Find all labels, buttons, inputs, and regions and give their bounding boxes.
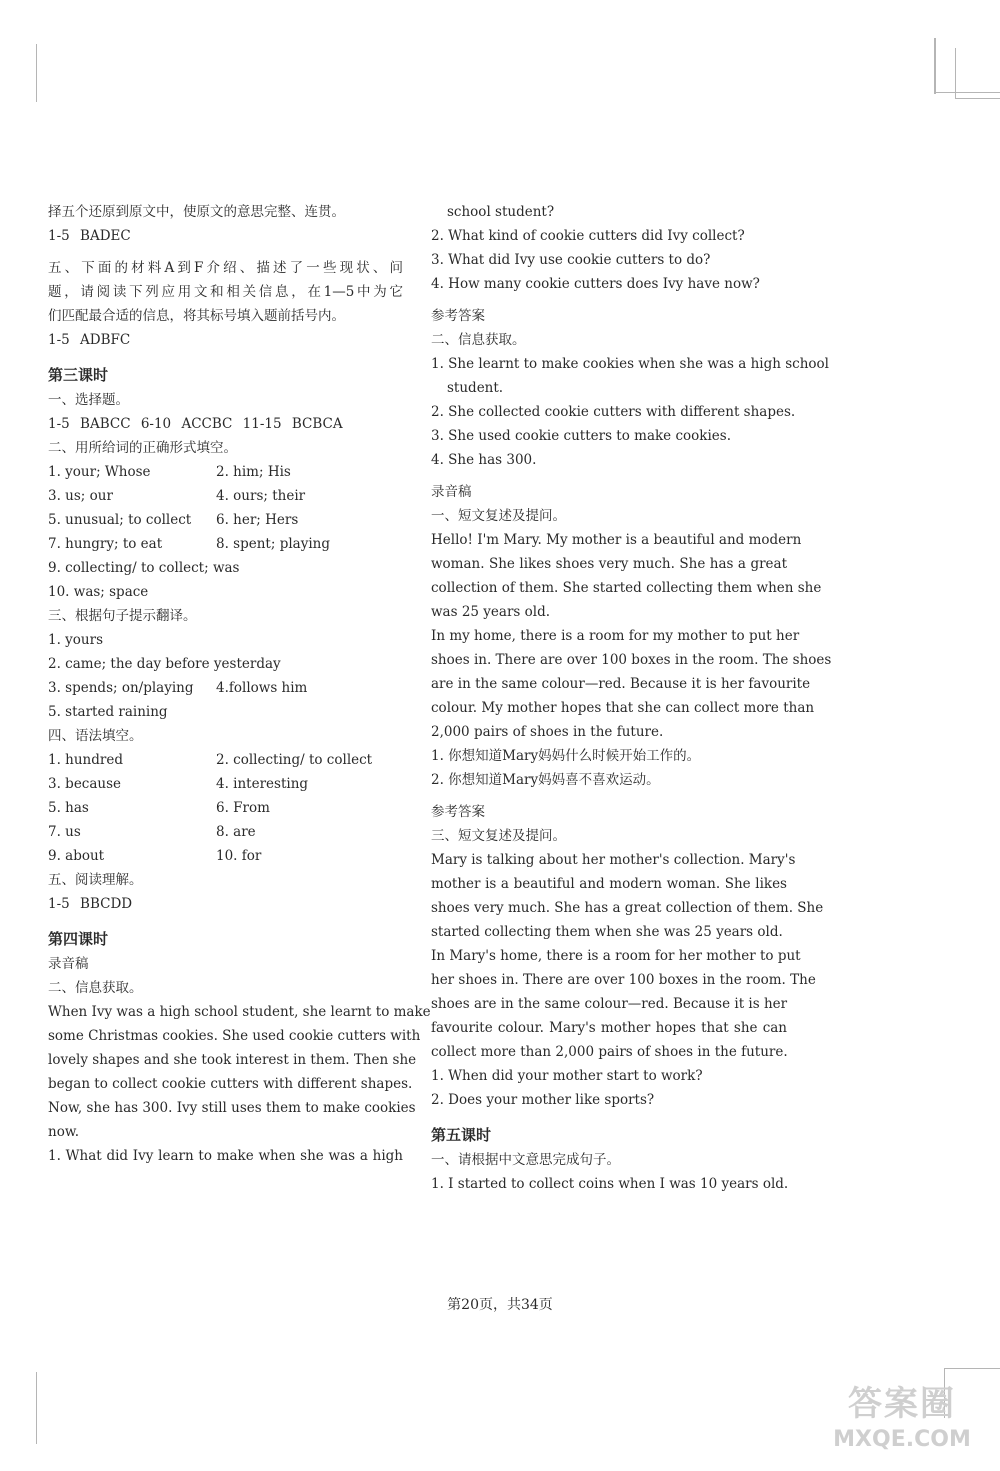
answer-pair-row — [48, 844, 403, 868]
spacer — [431, 472, 787, 480]
answer-pair-row — [48, 820, 403, 844]
text-line: 二、用所给词的正确形式填空。 — [48, 440, 237, 456]
text-line: collect more than 2,000 pairs of shoes in the future. — [431, 1044, 788, 1060]
answer-item: 7. us — [48, 824, 81, 840]
answer-pair-row — [48, 460, 403, 484]
answer-item: 4. interesting — [216, 776, 309, 792]
text-line: favourite colour. Mary's mother hopes that she can — [431, 1020, 787, 1036]
text-line: 三、根据句子提示翻译。 — [48, 608, 197, 624]
answer-item: 3. because — [48, 776, 122, 792]
text-line: 9. collecting/ to collect; was — [48, 560, 240, 576]
text-line: now. — [48, 1124, 80, 1140]
text-line: 四、语法填空。 — [48, 728, 143, 744]
text-line: 2. What kind of cookie cutters did Ivy collect? — [431, 228, 745, 244]
crop-mark-top-right-horizontal-1 — [934, 92, 1000, 93]
text-line: 2. 你想知道Mary妈妈喜不喜欢运动。 — [431, 772, 660, 788]
text-line: colour. My mother hopes that she can collect more than — [431, 700, 815, 716]
spacer — [431, 296, 787, 304]
text-line: mother is a beautiful and modern woman. She likes — [431, 876, 787, 892]
crop-mark-top-right-vertical-1 — [934, 38, 936, 94]
text-line: In my home, there is a room for my mother to put her — [431, 628, 800, 644]
text-line: shoes in. There are over 100 boxes in the room. The shoes — [431, 652, 832, 668]
text-line: school student? — [447, 204, 555, 220]
answer-line: 1-5 BADEC — [48, 228, 131, 244]
text-line: 3. She used cookie cutters to make cookies. — [431, 428, 731, 444]
answer-item: 4.follows him — [216, 680, 308, 696]
text-line: 五、下面的材料A到F介绍、描述了一些现状、问 — [48, 260, 403, 276]
text-line: lovely shapes and she took interest in them. Then she — [48, 1052, 417, 1068]
text-line: 一、短文复述及提问。 — [431, 508, 566, 524]
answer-item: 2. him; His — [216, 464, 291, 480]
text-line: 2. Does your mother like sports? — [431, 1092, 655, 1108]
text-line: some Christmas cookies. She used cookie cutters with — [48, 1028, 421, 1044]
text-line: 1. When did your mother start to work? — [431, 1068, 703, 1084]
text-line: 4. How many cookie cutters does Ivy have now? — [431, 276, 760, 292]
text-line: 1. She learnt to make cookies when she was a high school — [431, 356, 829, 372]
text-line: Mary is talking about her mother's collection. Mary's — [431, 852, 796, 868]
answer-item: 6. From — [216, 800, 270, 816]
text-line: started collecting them when she was 25 years old. — [431, 924, 783, 940]
answer-pair-row — [48, 484, 403, 508]
lesson-heading: 第五课时 — [431, 1126, 492, 1144]
answer-pair-row — [48, 772, 403, 796]
text-line: 1. I started to collect coins when I was 10 years old. — [431, 1176, 789, 1192]
text-line: 参考答案 — [431, 308, 485, 324]
binding-line-top-left — [36, 44, 37, 102]
answer-pair-row — [48, 676, 403, 700]
text-line: 二、信息获取。 — [48, 980, 143, 996]
text-line: 2,000 pairs of shoes in the future. — [431, 724, 664, 740]
text-line: 10. was; space — [48, 584, 149, 600]
answer-line: 1-5 BBCDD — [48, 896, 133, 912]
text-line: was 25 years old. — [431, 604, 551, 620]
answer-item: 8. spent; playing — [216, 536, 330, 552]
text-line: 一、选择题。 — [48, 392, 129, 408]
answer-item: 10. for — [216, 848, 262, 864]
text-line: are in the same colour—red. Because it is her favourite — [431, 676, 811, 692]
answer-item: 3. us; our — [48, 488, 113, 504]
answer-item: 6. her; Hers — [216, 512, 299, 528]
text-line: her shoes in. There are over 100 boxes in the room. The — [431, 972, 816, 988]
answer-item: 5. has — [48, 800, 89, 816]
crop-mark-bottom-right-horizontal — [944, 1368, 1000, 1369]
answer-pair-row — [48, 748, 403, 772]
text-line: 一、请根据中文意思完成句子。 — [431, 1152, 620, 1168]
watermark-chinese-text: 答案圈 — [848, 1384, 956, 1424]
text-line: woman. She likes shoes very much. She has a great — [431, 556, 787, 572]
answer-pair-row — [48, 532, 403, 556]
text-line: 录音稿 — [48, 956, 89, 972]
text-line: 1. 你想知道Mary妈妈什么时候开始工作的。 — [431, 748, 701, 764]
answer-pair-row — [48, 508, 403, 532]
right-column — [431, 200, 832, 1196]
text-line: 们匹配最合适的信息，将其标号填入题前括号内。 — [48, 308, 345, 324]
answer-item: 2. collecting/ to collect — [216, 752, 373, 768]
text-line: shoes very much. She has a great collection of them. She — [431, 900, 824, 916]
text-line: When Ivy was a high school student, she learnt to make — [48, 1004, 431, 1020]
text-line: 1. yours — [48, 632, 104, 648]
spacer — [48, 248, 403, 256]
answer-item: 1. your; Whose — [48, 464, 151, 480]
text-line: 五、阅读理解。 — [48, 872, 143, 888]
lesson-heading: 第四课时 — [48, 930, 109, 948]
left-column — [48, 200, 431, 1168]
text-line: Now, she has 300. Ivy still uses them to make cookies — [48, 1100, 416, 1116]
text-line: 题，请阅读下列应用文和相关信息，在1—5中为它 — [48, 284, 403, 300]
crop-mark-top-right-vertical-2 — [955, 48, 956, 98]
watermark-url-text: MXQE.COM — [833, 1427, 971, 1452]
text-line: student. — [447, 380, 504, 396]
text-line: Hello! I'm Mary. My mother is a beautiful and modern — [431, 532, 802, 548]
text-line: 二、信息获取。 — [431, 332, 526, 348]
text-line: 参考答案 — [431, 804, 485, 820]
crop-mark-top-right-horizontal-2 — [955, 98, 1000, 99]
lesson-heading: 第三课时 — [48, 366, 109, 384]
spacer — [431, 792, 787, 800]
text-line: 2. She collected cookie cutters with different shapes. — [431, 404, 796, 420]
answer-item: 9. about — [48, 848, 105, 864]
watermark-logo — [812, 1382, 992, 1464]
text-line: began to collect cookie cutters with different shapes. — [48, 1076, 413, 1092]
text-line: 三、短文复述及提问。 — [431, 828, 566, 844]
text-line: 1. What did Ivy learn to make when she was a high — [48, 1148, 403, 1164]
answer-item: 1. hundred — [48, 752, 123, 768]
text-line: 2. came; the day before yesterday — [48, 656, 281, 672]
answer-line: 1-5 ADBFC — [48, 332, 131, 348]
answer-item: 4. ours; their — [216, 488, 306, 504]
answer-item: 8. are — [216, 824, 256, 840]
text-line: 择五个还原到原文中，使原文的意思完整、连贯。 — [48, 204, 345, 220]
text-line: In Mary's home, there is a room for her mother to put — [431, 948, 801, 964]
page-number: 第20页，共34页 — [447, 1297, 553, 1313]
text-line: 5. started raining — [48, 704, 168, 720]
answer-pair-row — [48, 796, 403, 820]
binding-line-bottom-left — [36, 1372, 37, 1444]
text-line: 3. What did Ivy use cookie cutters to do? — [431, 252, 711, 268]
text-line: 录音稿 — [431, 484, 472, 500]
answer-item: 7. hungry; to eat — [48, 536, 163, 552]
answer-line: 1-5 BABCC 6-10 ACCBC 11-15 BCBCA — [48, 416, 343, 432]
text-line: collection of them. She started collecting them when she — [431, 580, 822, 596]
text-line: 4. She has 300. — [431, 452, 537, 468]
answer-item: 5. unusual; to collect — [48, 512, 192, 528]
text-line: shoes are in the same colour—red. Because it is her — [431, 996, 788, 1012]
answer-item: 3. spends; on/playing — [48, 680, 194, 696]
